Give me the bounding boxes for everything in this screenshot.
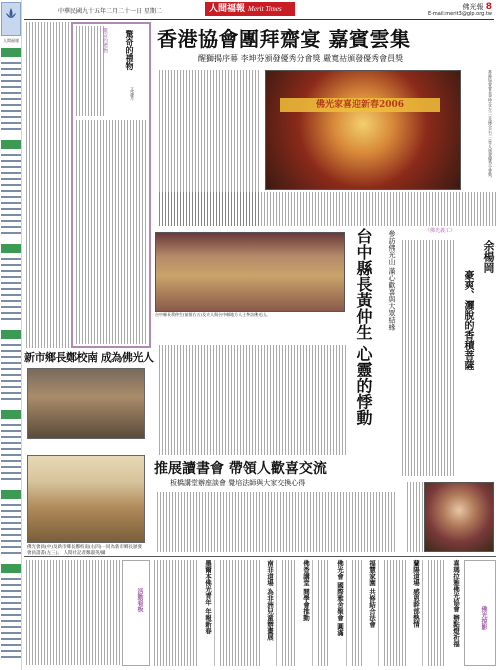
nav-link[interactable]	[1, 214, 21, 216]
reading-headline[interactable]: 推展讀書會 帶領人歡喜交流	[154, 461, 327, 477]
nav-link[interactable]	[1, 294, 21, 296]
nav-link[interactable]	[1, 578, 21, 580]
nav-link[interactable]	[1, 300, 21, 302]
article-text-column	[74, 26, 104, 116]
header-divider	[24, 19, 494, 20]
masthead-logo	[205, 2, 295, 16]
nav-link[interactable]	[1, 196, 21, 198]
bottom-story-text	[218, 560, 260, 666]
bottom-column-divider	[276, 560, 277, 666]
portrait-caption	[405, 482, 423, 552]
nav-link[interactable]	[1, 460, 21, 462]
nav-section-bar[interactable]	[1, 564, 21, 573]
logo-text: 人間福報	[3, 38, 19, 43]
nav-link[interactable]	[1, 208, 21, 210]
nav-link[interactable]	[1, 552, 21, 554]
photo-banner-text: 佛光家喜迎新春2006	[280, 98, 440, 112]
nav-link[interactable]	[1, 282, 21, 284]
left-navigation	[0, 0, 22, 670]
volunteer-name-title[interactable]: 余楊岡	[482, 240, 495, 273]
article-text-column	[157, 345, 347, 455]
nav-link[interactable]	[1, 466, 21, 468]
nav-link[interactable]	[1, 620, 21, 622]
nav-link[interactable]	[1, 110, 21, 112]
nav-link[interactable]	[1, 516, 21, 518]
events-board-label[interactable]: 活動看板	[136, 588, 143, 612]
nav-link[interactable]	[1, 608, 21, 610]
nav-link[interactable]	[1, 546, 21, 548]
nav-link[interactable]	[1, 392, 21, 394]
events-board-box	[122, 560, 150, 666]
nav-link[interactable]	[1, 128, 21, 130]
nav-link[interactable]	[1, 160, 21, 162]
nav-link[interactable]	[1, 478, 21, 480]
nav-section-bar[interactable]	[1, 330, 21, 339]
nav-link[interactable]	[1, 504, 21, 506]
column-title: 驚奇的禮物	[125, 30, 135, 70]
nav-link[interactable]	[1, 92, 21, 94]
nav-link[interactable]	[1, 638, 21, 640]
bottom-column-divider	[422, 560, 423, 666]
story-xinshi-photo	[27, 368, 145, 439]
lotus-icon	[4, 6, 18, 20]
nav-link[interactable]	[1, 154, 21, 156]
nav-link[interactable]	[1, 632, 21, 634]
nav-link[interactable]	[1, 270, 21, 272]
nav-link[interactable]	[1, 398, 21, 400]
nav-link[interactable]	[1, 626, 21, 628]
nav-link[interactable]	[1, 288, 21, 290]
nav-link[interactable]	[1, 540, 21, 542]
nav-link[interactable]	[1, 344, 21, 346]
nav-link[interactable]	[1, 184, 21, 186]
story-xinshi-caption: 佛光會員(中)及新市鄉長鄭校南(右四)一同為新市鄉長頒發會員證書(左三)。 人間社記者鄭淑英/攝	[27, 545, 143, 556]
nav-link[interactable]	[1, 312, 21, 314]
nav-link[interactable]	[1, 380, 21, 382]
column-author: 文/濾月	[130, 87, 135, 101]
nav-link[interactable]	[1, 356, 21, 358]
nav-link[interactable]	[1, 362, 21, 364]
nav-link[interactable]	[1, 116, 21, 118]
main-photo-caption: 香港協會會長李坤芬(左二)及傅全(右二)等人頒發優秀分會獎。	[488, 70, 493, 181]
bottom-story-headline[interactable]: 蘭陽道場 感恩幹部熱情	[412, 560, 420, 628]
bottom-divider	[24, 556, 496, 557]
article-text-column	[24, 22, 69, 348]
bottom-column-divider	[378, 560, 379, 666]
nav-link[interactable]	[1, 522, 21, 524]
bottom-story-headline[interactable]: 佛香講堂 閱學會推動	[302, 560, 310, 621]
nav-link[interactable]	[1, 258, 21, 260]
nav-link[interactable]	[1, 306, 21, 308]
nav-link[interactable]	[1, 220, 21, 222]
taichung-group-photo	[155, 232, 345, 312]
column-tag: 驚奇的禮物	[102, 28, 108, 53]
nav-link[interactable]	[1, 80, 21, 82]
article-text-column	[74, 120, 148, 344]
nav-section-bar[interactable]	[1, 244, 21, 253]
nav-link[interactable]	[1, 226, 21, 228]
masthead-english: Merit Times	[248, 5, 282, 13]
nav-link[interactable]	[1, 368, 21, 370]
nav-link[interactable]	[1, 68, 21, 70]
bottom-story-text	[316, 560, 330, 666]
main-photo	[265, 70, 461, 190]
nav-link[interactable]	[1, 122, 21, 124]
article-text-column	[400, 240, 456, 476]
photo-highlights-label[interactable]: 佛光掠影	[480, 606, 487, 630]
taichung-subheadline: 參訪佛光山 滿心歡喜與大眾結緣	[388, 230, 396, 331]
nav-link[interactable]	[1, 232, 21, 234]
bottom-story-headline[interactable]: 南非道場 為非洲兒童辦畫展	[266, 560, 274, 641]
nav-link[interactable]	[1, 318, 21, 320]
nav-link[interactable]	[1, 178, 21, 180]
bottom-story-text	[426, 560, 446, 666]
nav-link[interactable]	[1, 436, 21, 438]
page-number: 8	[485, 2, 492, 12]
story-xinshi-headline[interactable]: 新市鄉長鄭校南 成為佛光人	[24, 351, 154, 364]
nav-link[interactable]	[1, 424, 21, 426]
nav-link[interactable]	[1, 98, 21, 100]
nav-link[interactable]	[1, 584, 21, 586]
nav-section-bar[interactable]	[1, 490, 21, 499]
group-photo-bottom-left	[27, 455, 145, 543]
nav-link[interactable]	[1, 454, 21, 456]
bottom-story-headline[interactable]: 佛光會 國際雅舍聚會 圓滿	[336, 560, 344, 637]
nav-link[interactable]	[1, 386, 21, 388]
nav-link[interactable]	[1, 202, 21, 204]
volunteer-section-label: 《佛光義工》	[425, 228, 456, 234]
volunteer-subtitle: 豪爽、灑脫的香積菩薩	[462, 270, 473, 370]
bottom-story-text	[280, 560, 296, 666]
nav-link[interactable]	[1, 656, 21, 658]
nav-link[interactable]	[1, 448, 21, 450]
nav-link[interactable]	[1, 276, 21, 278]
bottom-story-text	[350, 560, 362, 666]
bottom-story-text	[382, 560, 406, 666]
page-section: 佛光報	[462, 3, 484, 11]
nav-link[interactable]	[1, 104, 21, 106]
nav-link[interactable]	[1, 590, 21, 592]
bottom-story-headline[interactable]: 墨爾本佛光青年 年報新春	[204, 560, 212, 634]
nav-link[interactable]	[1, 166, 21, 168]
nav-link[interactable]	[1, 644, 21, 646]
contact-email[interactable]: E-mail:merit3@glp.org.tw	[427, 11, 492, 17]
main-subheadline: 醒獅揭序幕 李坤芬頒發優秀分會獎 嚴寬祜頒發優秀會員獎	[198, 54, 404, 63]
nav-link[interactable]	[1, 472, 21, 474]
bottom-story-headline[interactable]: 福慧家園 共修結合法會	[368, 560, 376, 628]
nav-section-bar[interactable]	[1, 410, 21, 419]
nav-link[interactable]	[1, 172, 21, 174]
bottom-column-divider	[214, 560, 215, 666]
nav-link[interactable]	[1, 350, 21, 352]
bottom-story-text	[152, 560, 198, 666]
volunteer-portrait-photo	[424, 482, 494, 552]
nav-link[interactable]	[1, 528, 21, 530]
nav-link[interactable]	[1, 190, 21, 192]
issue-date: 中華民國九十五年二月二十一日 星期二	[58, 8, 162, 15]
nav-section-bar[interactable]	[1, 48, 21, 57]
masthead-title: 人間福報	[209, 4, 246, 14]
article-text-column	[157, 192, 497, 226]
nav-link[interactable]	[1, 596, 21, 598]
nav-link[interactable]	[1, 430, 21, 432]
nav-link[interactable]	[1, 534, 21, 536]
bottom-column-divider	[312, 560, 313, 666]
nav-link[interactable]	[1, 62, 21, 64]
article-text-column	[155, 492, 395, 552]
nav-section-bar[interactable]	[1, 140, 21, 149]
nav-link[interactable]	[1, 74, 21, 76]
nav-link[interactable]	[1, 614, 21, 616]
nav-link[interactable]	[1, 86, 21, 88]
main-headline[interactable]: 香港協會團拜齋宴 嘉賓雲集	[157, 27, 411, 51]
nav-link[interactable]	[1, 650, 21, 652]
taichung-headline[interactable]: 台中縣長黃仲生 心靈的悸動	[354, 228, 373, 426]
reading-subheadline: 板橋講堂辦座談會 覺培法師與大家交換心得	[170, 479, 306, 487]
bottom-story-headline[interactable]: 喜瑪拉雅佛光協會 辦點燈祈福	[452, 560, 460, 647]
bottom-column-divider	[346, 560, 347, 666]
logo[interactable]	[1, 2, 21, 36]
nav-link[interactable]	[1, 442, 21, 444]
taichung-photo-caption: 台中縣長黃仲生(前排右五)及夫人與台中縣地方人士參訪佛光山。	[155, 312, 271, 317]
nav-link[interactable]	[1, 602, 21, 604]
nav-link[interactable]	[1, 264, 21, 266]
nav-link[interactable]	[1, 374, 21, 376]
article-text-column	[24, 560, 122, 665]
nav-link[interactable]	[1, 510, 21, 512]
